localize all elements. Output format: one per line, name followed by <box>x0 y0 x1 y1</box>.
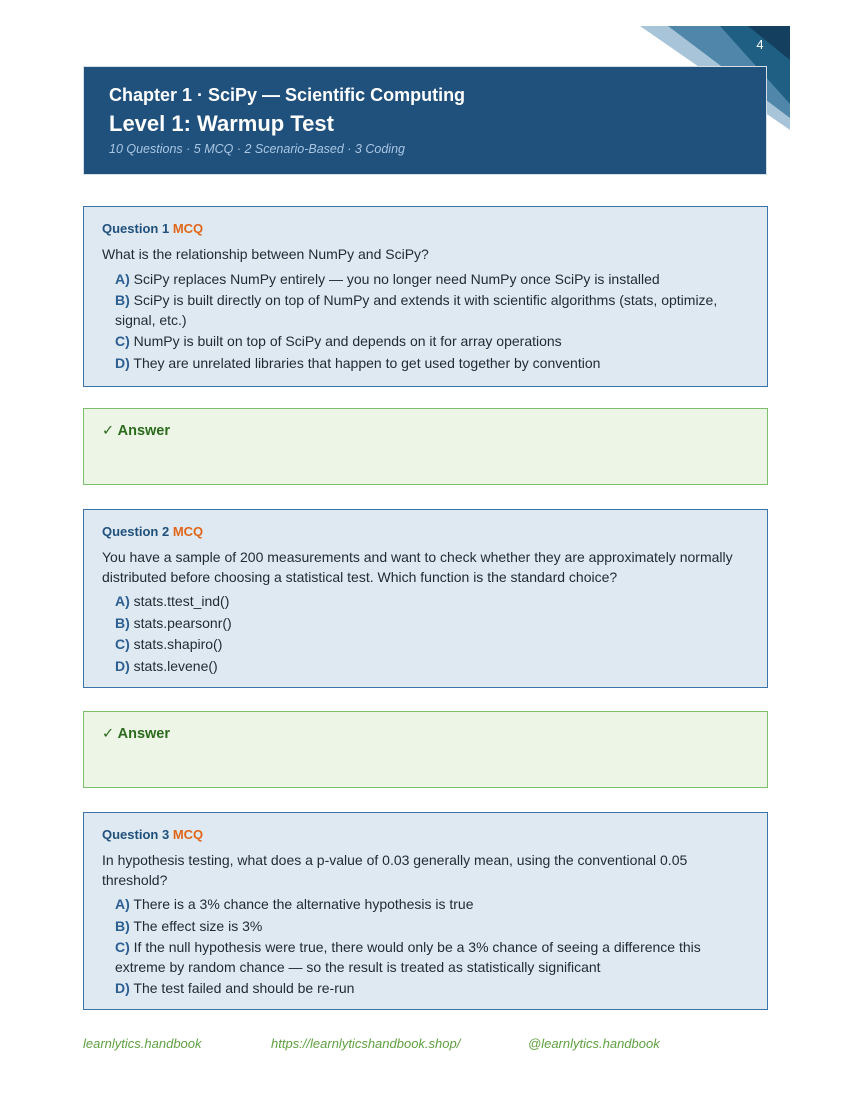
answer-heading: ✓ Answer <box>102 423 171 439</box>
option-letter: B) <box>115 614 130 631</box>
option-a <box>115 270 749 290</box>
chapter-header <box>83 66 767 175</box>
option-b <box>115 614 749 634</box>
option-text: If the null hypothesis were true, there would only be a 3% chance of seeing a difference this extreme by random chance — so the result is treated as statistically significant <box>115 939 701 975</box>
option-d <box>115 657 749 677</box>
question-3-box <box>83 812 768 1010</box>
option-text: stats.shapiro() <box>133 636 223 652</box>
question-label: Question 2 <box>102 524 170 539</box>
footer-website-link[interactable]: https://learnlyticshandbook.shop/ <box>271 1036 461 1051</box>
option-text: The effect size is 3% <box>133 917 263 934</box>
option-letter: A) <box>115 896 130 912</box>
option-text: The test failed and should be re-run <box>133 980 355 996</box>
option-b <box>115 917 749 937</box>
header-subtitle: 10 Questions · 5 MCQ · 2 Scenario-Based · 3 Coding <box>109 142 405 156</box>
option-letter: D) <box>115 354 130 371</box>
level-title: Level 1: Warmup Test <box>109 111 334 136</box>
question-label: Question 3 <box>102 827 170 842</box>
question-type-tag: MCQ <box>172 221 204 236</box>
question-3-text: In hypothesis testing, what does a p-value of 0.03 generally mean, using the conventional 0.05 threshold? <box>102 852 688 888</box>
question-3-heading <box>102 827 749 842</box>
option-text: They are unrelated libraries that happen to get used together by convention <box>133 354 601 371</box>
question-type-tag: MCQ <box>172 827 204 842</box>
option-letter: C) <box>115 636 130 652</box>
question-2-box <box>83 509 768 688</box>
option-c <box>115 938 749 977</box>
option-letter: D) <box>115 980 130 996</box>
footer-social-handle[interactable]: @learnlytics.handbook <box>528 1036 660 1051</box>
option-d <box>115 354 749 374</box>
question-2-text: You have a sample of 200 measurements and want to check whether they are approximately normally distributed before choosing a statistical test. Which function is the standard choice? <box>102 549 733 585</box>
option-letter: D) <box>115 657 130 674</box>
question-2-heading <box>102 524 749 539</box>
question-1-box <box>83 206 768 387</box>
option-text: NumPy is built on top of SciPy and depends on it for array operations <box>133 333 562 349</box>
option-c <box>115 332 749 352</box>
option-c <box>115 635 749 655</box>
option-text: There is a 3% chance the alternative hypothesis is true <box>133 896 474 912</box>
option-a <box>115 592 749 612</box>
option-text: SciPy is built directly on top of NumPy and extends it with scientific algorithms (stats, optimize, signal, etc.) <box>115 292 718 328</box>
answer-2-box <box>83 711 768 788</box>
chapter-title: Chapter 1 · SciPy — Scientific Computing <box>109 85 466 105</box>
option-text: stats.levene() <box>133 657 218 674</box>
option-a <box>115 895 749 915</box>
option-letter: A) <box>115 270 130 287</box>
question-type-tag: MCQ <box>172 524 204 539</box>
option-d <box>115 979 749 999</box>
option-text: stats.ttest_ind() <box>133 593 230 609</box>
option-letter: A) <box>115 593 130 609</box>
answer-1-box <box>83 408 768 485</box>
option-letter: B) <box>115 917 130 934</box>
answer-heading: ✓ Answer <box>102 726 171 742</box>
question-label: Question 1 <box>102 221 170 236</box>
option-letter: C) <box>115 939 130 955</box>
option-b <box>115 291 749 330</box>
footer-handle[interactable]: learnlytics.handbook <box>83 1036 202 1051</box>
option-text: SciPy replaces NumPy entirely — you no longer need NumPy once SciPy is installed <box>133 270 660 287</box>
option-letter: B) <box>115 292 130 308</box>
question-1-heading <box>102 221 749 236</box>
option-letter: C) <box>115 333 130 349</box>
option-text: stats.pearsonr() <box>133 614 232 631</box>
page-number: 4 <box>756 37 764 52</box>
question-1-text: What is the relationship between NumPy and SciPy? <box>102 246 429 262</box>
